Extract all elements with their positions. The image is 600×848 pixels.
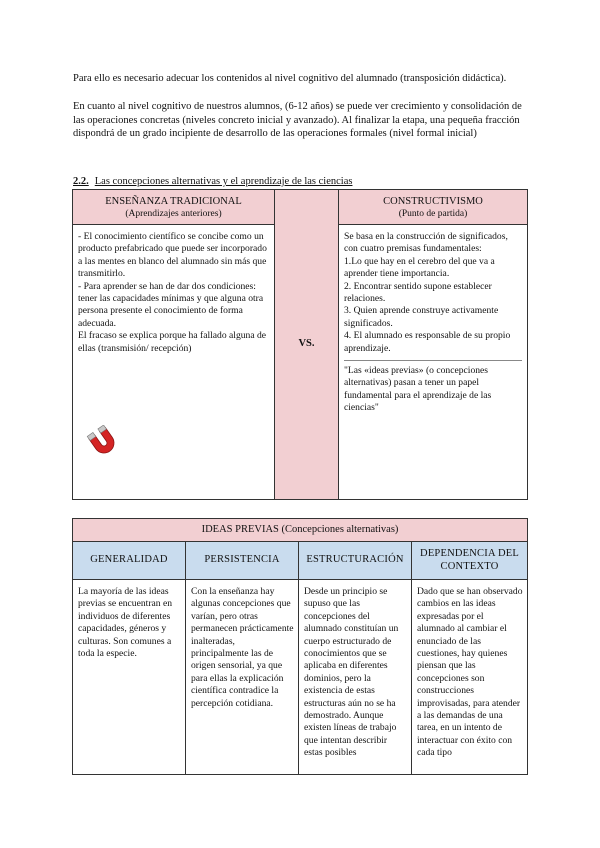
column-header-persistencia: PERSISTENCIA: [186, 542, 299, 580]
traditional-item: - Para aprender se han de dar dos condiciones: tener las capacidades mínimas y que alguna otra persona presente el conocimiento de forma adecuada.: [78, 280, 264, 329]
cell-persistencia: Con la enseñanza hay algunas concepciones que varían, pero otras permanecen prácticamente inalteradas, principalmente las de origen sensorial, ya que para ellas la explicación científica contradice la percepción cotidiana.: [186, 580, 299, 775]
traditional-item: El fracaso se explica porque ha fallado alguna de ellas (transmisión/ recepción): [78, 330, 267, 354]
constructivism-title: CONSTRUCTIVISMO: [383, 196, 483, 207]
cell-dependencia: Dado que se han observado cambios en las ideas expresadas por el alumnado al cambiar el enunciado de las cuestiones, hay quienes piensan que las concepciones son construcciones improvisadas, para atender a las demandas de una tarea, en un intento de interactuar con éxito con cada tipo: [412, 580, 528, 775]
intro-paragraph-2: En cuanto al nivel cognitivo de nuestros alumnos, (6-12 años) se puede ver crecimiento y consolidación de las operaciones concretas (niveles concreto inicial y avanzado). Al finalizar la etapa, una pequeña fracción dispondrá de un grado incipiente de desarrollo de las operaciones formales (nivel formal inicial): [73, 101, 522, 139]
column-header-generalidad: GENERALIDAD: [73, 542, 186, 580]
column-header-estructuracion: ESTRUCTURACIÓN: [299, 542, 412, 580]
cell-generalidad: La mayoría de las ideas previas se encuentran en individuos de diferentes capacidades, géneros y culturas. Son comunes a toda la especie.: [73, 580, 186, 775]
traditional-header: [73, 190, 275, 225]
intro-paragraph-1: Para ello es necesario adecuar los contenidos al nivel cognitivo del alumnado (transposición didáctica).: [73, 73, 507, 84]
vs-label: VS.: [298, 338, 315, 350]
cell-estructuracion: Desde un principio se supuso que las concepciones del alumnado constituían un cuerpo estructurado de conocimientos que se aplicaba en diferentes dominios, pero la existencia de estas estructuras aún no se ha demostrado. Aunque existen líneas de trabajo que intentan describir estas posibles: [299, 580, 412, 775]
traditional-subtitle: (Aprendizajes anteriores): [125, 209, 222, 219]
constructivism-quote: "Las «ideas previas» (o concepciones alternativas) pasan a tener un papel fundamental para el aprendizaje de las ciencias": [344, 365, 492, 414]
section-heading: [73, 175, 352, 188]
constructivism-intro: Se basa en la construcción de significados, con cuatro premisas fundamentales:: [344, 231, 508, 255]
ideas-previas-table: [72, 518, 528, 775]
constructivism-premise: 1.Lo que hay en el cerebro del que va a aprender tiene importancia.: [344, 255, 495, 280]
traditional-item: - El conocimiento científico se concibe como un producto prefabricado que puede ser incorporado a las mentes en blanco del alumnado sin más que transmitirlo.: [78, 231, 267, 280]
constructivism-subtitle: (Punto de partida): [398, 209, 468, 219]
comparison-table: [72, 189, 528, 500]
ideas-previas-title: IDEAS PREVIAS (Concepciones alternativas): [73, 519, 528, 542]
section-number: 2.2.: [73, 176, 89, 187]
vs-cell: [275, 190, 339, 500]
constructivism-premise: 3. Quien aprende construye activamente significados.: [344, 305, 499, 329]
constructivism-premise: 4. El alumnado es responsable de su propio aprendizaje.: [344, 330, 511, 354]
divider: [344, 360, 522, 361]
traditional-body: [73, 225, 275, 500]
column-header-dependencia: DEPENDENCIA DEL CONTEXTO: [412, 542, 528, 580]
constructivism-header: [339, 190, 528, 225]
section-title: Las concepciones alternativas y el aprendizaje de las ciencias: [94, 176, 353, 187]
constructivism-premise: 2. Encontrar sentido supone establecer relaciones.: [344, 280, 492, 305]
magnet-icon: [86, 425, 269, 465]
traditional-title: ENSEÑANZA TRADICIONAL: [105, 196, 242, 207]
constructivism-body: [339, 225, 528, 500]
